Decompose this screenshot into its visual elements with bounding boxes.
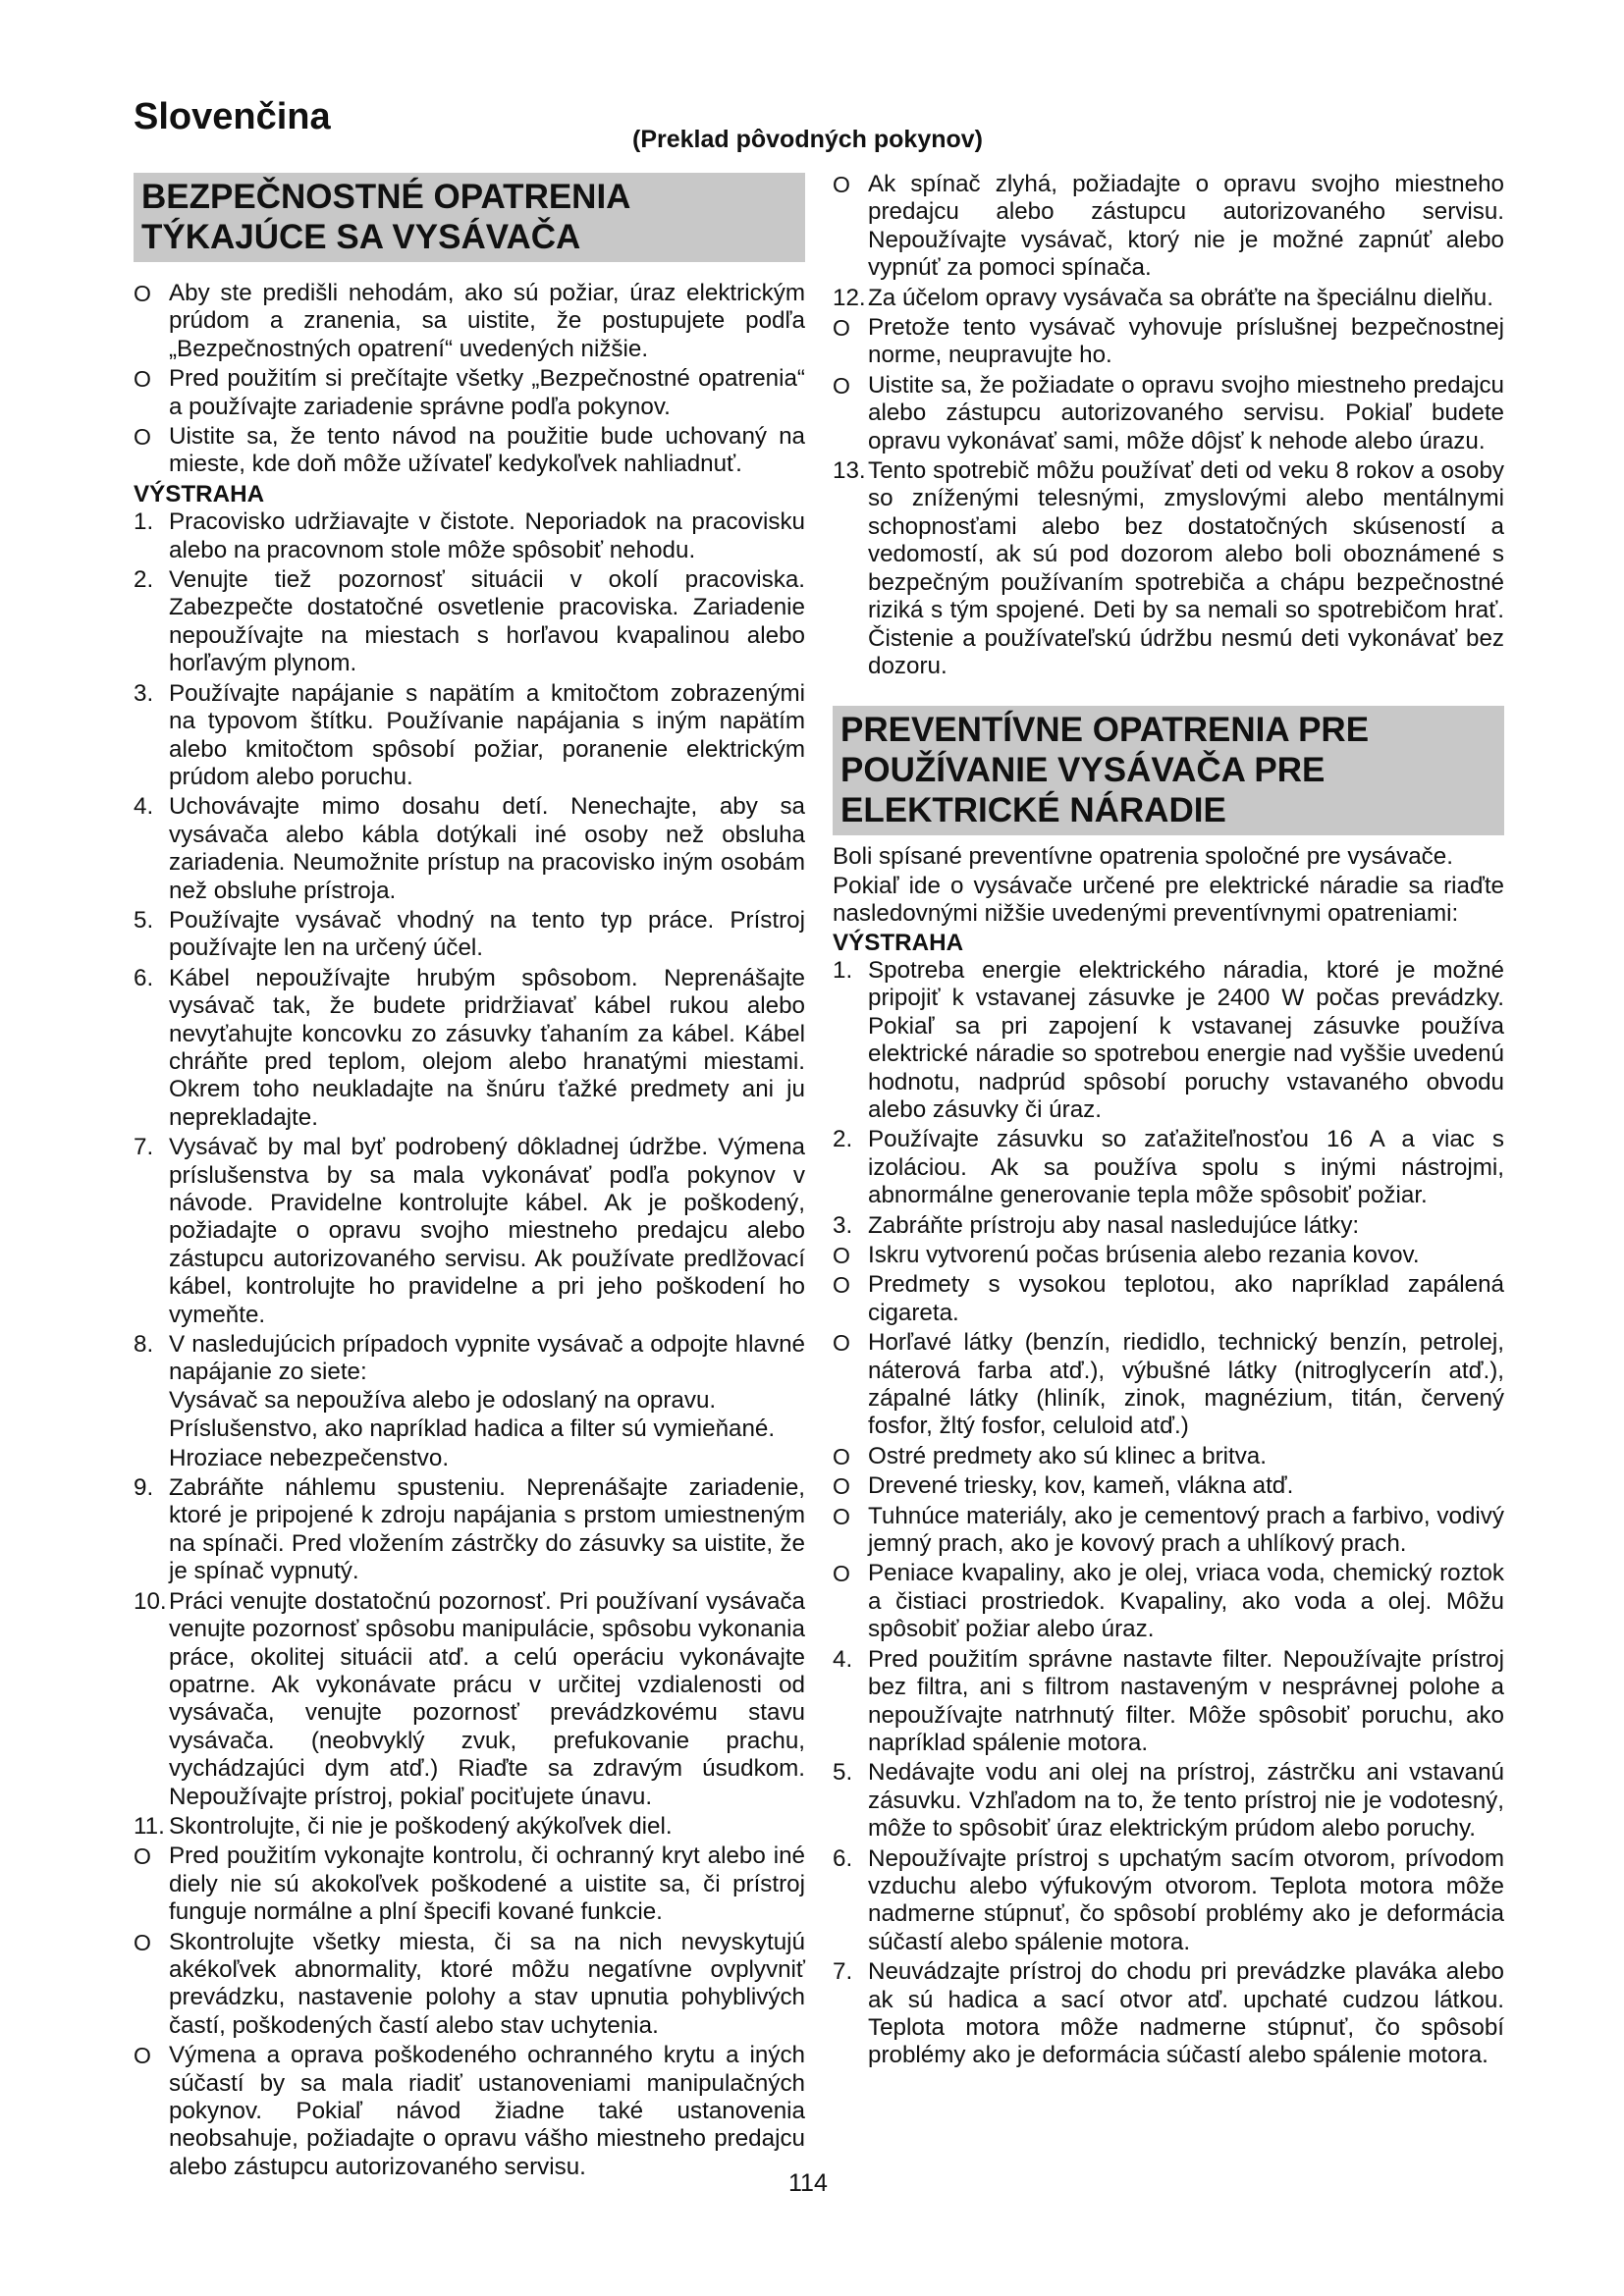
bullet-icon: O xyxy=(833,315,850,342)
list-item xyxy=(134,1929,805,2041)
numbered-item xyxy=(833,1126,1504,1209)
list-item xyxy=(134,423,805,479)
item-number: 4. xyxy=(134,793,154,821)
list-item-text: Pred použitím vykonajte kontrolu, či ochranný kryt alebo iné diely nie sú akokoľvek poškodené a uistite sa, či prístroj funguje normálne a plní špecifi kované funkcie. xyxy=(169,1842,805,1926)
item-text: Používajte vysávač vhodný na tento typ práce. Prístroj používajte len na určený účel. xyxy=(169,906,805,962)
safety-heading-line1: BEZPEČNOSTNÉ OPATRENIA xyxy=(141,178,631,216)
warning-label: VÝSTRAHA xyxy=(833,929,964,956)
list-item xyxy=(833,372,1504,455)
item-number: 13. xyxy=(833,457,866,485)
item-text: Zabráňte prístroju aby nasal nasledujúce látky: xyxy=(868,1211,1360,1239)
list-item xyxy=(134,2042,805,2181)
item-number: 3. xyxy=(134,679,154,707)
item-text: Venujte tiež pozornosť situácii v okolí pracoviska. Zabezpečte dostatočné osvetlenie pracoviska. Zariadenie nepoužívajte na miestach s horľavou kvapalinou alebo horľavým plynom. xyxy=(169,566,805,677)
list-item-text: Tuhnúce materiály, ako je cementový prach a farbivo, vodivý jemný prach, ako je kovový prach a uhlíkový prach. xyxy=(868,1502,1504,1558)
numbered-item xyxy=(134,1588,805,1811)
numbered-item xyxy=(134,508,805,564)
item-number: 4. xyxy=(833,1645,853,1673)
numbered-item xyxy=(134,566,805,678)
list-item-text: Predmety s vysokou teplotou, ako napríklad zapálená cigareta. xyxy=(868,1271,1504,1326)
preventive-heading xyxy=(833,706,1504,835)
list-item-text: Ak spínač zlyhá, požiadajte o opravu svojho miestneho predajcu alebo zástupcu autorizovaného servisu. Nepoužívajte vysávač, ktorý nie je možné zapnúť alebo vypnúť za pomoci spínača. xyxy=(868,171,1504,282)
item-number: 11. xyxy=(134,1812,165,1840)
list-item-text: Peniace kvapaliny, ako je olej, vriaca voda, chemický roztok a čistiaci prostriedok. Kvapaliny, ako voda a olej. Môžu spôsobiť požiar alebo úraz. xyxy=(868,1560,1504,1643)
warning-label: VÝSTRAHA xyxy=(134,480,265,507)
list-item-text: Horľavé látky (benzín, riedidlo, technický benzín, petrolej, náterová farba atď.), výbušné látky (nitroglycerín atď.), zápalné látky (hliník, zinok, magnézium, titán, červený fosfor, žltý fosfor, celuloid atď.) xyxy=(868,1329,1504,1440)
numbered-item xyxy=(134,680,805,792)
item-text: Tento spotrebič môžu používať deti od veku 8 rokov a osoby so zníženými telesnými, zmyslovými alebo mentálnymi schopnosťami alebo bez dostatočných skúseností a vedomostí, ak sú pod dozorom alebo boli oboznámené s bezpečným používaním spotrebiča a chápu bezpečnostné riziká s tým spojené. Deti by sa nemali so spotrebičom hrať. Čistenie a používateľskú údržbu nesmú deti vykonávať bez dozoru. xyxy=(868,457,1504,679)
bullet-icon: O xyxy=(833,1473,850,1500)
item-number: 8. xyxy=(134,1331,154,1359)
item-text: Pred použitím správne nastavte filter. Nepoužívajte prístroj bez filtra, ani s filtrom nastaveným v nesprávnej polohe a nepoužívajte natrhnutý filter. Môže spôsobiť poruchu, ako napríklad spálenie motora. xyxy=(868,1645,1504,1756)
list-item xyxy=(833,1329,1504,1441)
numbered-item xyxy=(134,907,805,963)
item-number: 7. xyxy=(134,1134,154,1161)
item-text: Skontrolujte, či nie je poškodený akýkoľvek diel. xyxy=(169,1812,673,1840)
left-column xyxy=(134,173,805,2183)
item-number: 5. xyxy=(134,906,154,934)
numbered-item xyxy=(134,1134,805,1329)
numbered-item xyxy=(833,1958,1504,2070)
item-text: Práci venujte dostatočnú pozornosť. Pri používaní vysávača venujte pozornosť spôsobu manipulácie, spôsobu vykonania práce, okolitej situácii atď. a celú operáciu vykonávajte opatrne. Ak vykonávate prácu v určitej vzdialenosti od vysávača, venujte pozornosť prevádzkovému stavu vysávača. (neobvyklý zvuk, prefukovanie prachu, vychádzajúci dym atď.) Riaďte sa zdravým úsudkom. Nepoužívajte prístroj, pokiaľ pociťujete únavu. xyxy=(169,1587,805,1810)
item-number: 2. xyxy=(134,566,154,594)
item-number: 3. xyxy=(833,1211,853,1239)
item-subline: Vysávač sa nepoužíva alebo je odoslaný na opravu. xyxy=(169,1386,717,1414)
safety-heading xyxy=(134,173,805,262)
numbered-item xyxy=(833,1845,1504,1957)
intro-paragraph: Boli spísané preventívne opatrenia spoločné pre vysávače. xyxy=(833,843,1453,871)
list-item-text: Iskru vytvorenú počas brúsenia alebo rezania kovov. xyxy=(868,1242,1420,1268)
item-number: 9. xyxy=(134,1474,154,1502)
bullet-icon: O xyxy=(134,1843,151,1870)
list-item xyxy=(833,1472,1504,1500)
list-item xyxy=(833,1503,1504,1559)
item-text: Spotreba energie elektrického náradia, ktoré je možné pripojiť k vstavanej zásuvke je 2400 W počas prevádzky. Pokiaľ sa pri zapojení k vstavanej zásuvke používa elektrické náradie so spotrebou energie nad vyššie uvedenú hodnotu, nadprúd spôsobí poruchy vstavaného obvodu alebo zásuvky či úraz. xyxy=(868,956,1504,1123)
bullet-icon: O xyxy=(833,1503,850,1529)
numbered-item xyxy=(833,1212,1504,1240)
list-item xyxy=(134,365,805,421)
item-text: Vysávač by mal byť podrobený dôkladnej údržbe. Výmena príslušenstva by sa mala vykonávať podľa pokynov v návode. Pravidelne kontrolujte kábel. Ak je poškodený, požiadajte o opravu svojho miestneho predajcu alebo zástupcu autorizovaného servisu. Ak používate predlžovací kábel, kontrolujte ho pravidelne a pri jeho poškodení ho vymeňte. xyxy=(169,1134,805,1328)
item-number: 2. xyxy=(833,1126,853,1153)
bullet-icon: O xyxy=(134,2043,151,2069)
bullet-icon: O xyxy=(134,366,151,393)
bullet-icon: O xyxy=(833,1330,850,1357)
page-number: 114 xyxy=(788,2169,828,2197)
item-text: Pracovisko udržiavajte v čistote. Neporiadok na pracovisku alebo na pracovnom stole môže spôsobiť nehodu. xyxy=(169,508,805,563)
numbered-item xyxy=(134,1474,805,1586)
item-number: 12. xyxy=(833,284,866,311)
numbered-item xyxy=(833,1646,1504,1758)
list-item xyxy=(134,280,805,363)
safety-heading-line2: TÝKAJÚCE SA VYSÁVAČA xyxy=(141,218,581,256)
list-item xyxy=(833,171,1504,283)
list-item xyxy=(833,1271,1504,1327)
list-item xyxy=(833,1443,1504,1470)
item-number: 1. xyxy=(833,956,853,984)
item-text: V nasledujúcich prípadoch vypnite vysávač a odpojte hlavné napájanie zo siete: xyxy=(169,1331,805,1386)
item-text: Nepoužívajte prístroj s upchatým sacím otvorom, prívodom vzduchu alebo výfukovým otvorom. Teplota motora môže nadmerne stúpnuť, čo spôsobí problémy ako je deformácia súčastí alebo spálenie motora. xyxy=(868,1844,1504,1955)
bullet-icon: O xyxy=(134,281,151,306)
item-number: 7. xyxy=(833,1958,853,1986)
list-item-text: Skontrolujte všetky miesta, či sa na nich nevyskytujú akékoľvek abnormality, ktoré môžu negatívne ovplyvniť prevádzku, nastavenie polohy a stav upnutia pohyblivých častí, poškodených častí alebo stav uchytenia. xyxy=(169,1928,805,2039)
item-number: 10. xyxy=(134,1587,167,1615)
bullet-icon: O xyxy=(833,1243,850,1268)
item-text: Používajte zásuvku so zaťažiteľnosťou 16 A a viac s izoláciou. Ak sa používa spolu s inými nástrojmi, abnormálne generovanie tepla môže spôsobiť požiar. xyxy=(868,1126,1504,1209)
bullet-icon: O xyxy=(833,1561,850,1587)
item-text: Kábel nepoužívajte hrubým spôsobom. Neprenášajte vysávač tak, že budete pridržiavať kábel rukou alebo nevyťahujte koncovku zo zásuvky ťahaním za kábel. Kábel chráňte pred teplom, olejom alebo hranatými miestami. Okrem toho neukladajte na šnúru ťažké predmety ani ju neprekladajte. xyxy=(169,964,805,1131)
right-column xyxy=(833,171,1504,2072)
list-item xyxy=(833,1560,1504,1643)
page-language-title: Slovenčina xyxy=(134,96,331,137)
list-item-text: Pretože tento vysávač vyhovuje príslušnej bezpečnostnej norme, neupravujte ho. xyxy=(868,314,1504,369)
item-subline: Príslušenstvo, ako napríklad hadica a filter sú vymieňané. xyxy=(169,1415,776,1443)
bullet-icon: O xyxy=(833,1272,850,1299)
preventive-heading-line2: POUŽÍVANIE VYSÁVAČA PRE xyxy=(840,751,1326,790)
item-number: 1. xyxy=(134,508,154,536)
list-item xyxy=(833,1242,1504,1269)
list-item-text: Drevené triesky, kov, kameň, vlákna atď. xyxy=(868,1472,1294,1500)
bullet-icon: O xyxy=(134,1929,151,1955)
item-text: Zabráňte náhlemu spusteniu. Neprenášajte zariadenie, ktoré je pripojené k zdroju napájania s prstom umiestneným na spínači. Pred vložením zástrčky do zásuvky sa uistite, že je spínač vypnutý. xyxy=(169,1474,805,1585)
item-number: 5. xyxy=(833,1759,853,1787)
page-subtitle: (Preklad pôvodných pokynov) xyxy=(632,126,984,153)
intro-paragraph: Pokiaľ ide o vysávače určené pre elektrické náradie sa riaďte nasledovnými nižšie uvedenými preventívnymi opatreniami: xyxy=(833,872,1504,928)
preventive-heading-line1: PREVENTÍVNE OPATRENIA PRE xyxy=(840,711,1370,750)
numbered-item xyxy=(833,285,1504,312)
numbered-item xyxy=(134,965,805,1132)
item-text: Neuvádzajte prístroj do chodu pri prevádzke plaváka alebo ak sú hadica a sací otvor atď. upchaté cudzou látkou. Teplota motora môže nadmerne stúpnuť, čo spôsobí problémy ako je deformácia súčastí alebo spálenie motora. xyxy=(868,1958,1504,2069)
list-item xyxy=(134,1842,805,1926)
bullet-icon: O xyxy=(134,424,151,451)
item-number: 6. xyxy=(134,964,154,991)
list-item-text: Uistite sa, že tento návod na použitie bude uchovaný na mieste, kde doň môže užívateľ kedykoľvek nahliadnuť. xyxy=(169,423,805,478)
numbered-item xyxy=(134,793,805,905)
item-text: Uchovávajte mimo dosahu detí. Nenechajte, aby sa vysávača alebo kábla dotýkali iné osoby než obsluha zariadenia. Neumožnite prístup na pracovisko iným osobám než obsluhe prístroja. xyxy=(169,793,805,904)
item-text: Za účelom opravy vysávača sa obráťte na špeciálnu dielňu. xyxy=(868,284,1493,311)
list-item-text: Výmena a oprava poškodeného ochranného krytu a iných súčastí by sa mala riadiť ustanoveniami manipulačných pokynov. Pokiaľ návod žiadne také ustanovenia neobsahuje, požiadajte o opravu vášho miestneho predajcu alebo zástupcu autorizovaného servisu. xyxy=(169,2042,805,2180)
list-item xyxy=(833,314,1504,370)
bullet-icon: O xyxy=(833,1443,850,1469)
list-item-text: Aby ste predišli nehodám, ako sú požiar, úraz elektrickým prúdom a zranenia, sa uistite, že postupujete podľa „Bezpečnostných opatrení“ uvedených nižšie. xyxy=(169,280,805,362)
item-number: 6. xyxy=(833,1844,853,1872)
item-text: Používajte napájanie s napätím a kmitočtom zobrazenými na typovom štítku. Používanie napájania s iným napätím alebo kmitočtom spôsobí požiar, poranenie elektrickým prúdom alebo poruchu. xyxy=(169,679,805,790)
preventive-heading-line3: ELEKTRICKÉ NÁRADIE xyxy=(840,791,1226,830)
numbered-item xyxy=(833,1759,1504,1842)
numbered-item xyxy=(833,457,1504,680)
item-subline: Hroziace nebezpečenstvo. xyxy=(169,1444,450,1471)
bullet-icon: O xyxy=(833,372,850,399)
numbered-item xyxy=(833,957,1504,1124)
item-text: Nedávajte vodu ani olej na prístroj, zástrčku ani vstavanú zásuvku. Vzhľadom na to, že tento prístroj nie je vodotesný, môže to spôsobiť úraz elektrickým prúdom alebo poruchy. xyxy=(868,1759,1504,1842)
list-item-text: Ostré predmety ako sú klinec a britva. xyxy=(868,1442,1267,1469)
numbered-item xyxy=(134,1331,805,1472)
numbered-item xyxy=(134,1813,805,1841)
list-item-text: Uistite sa, že požiadate o opravu svojho miestneho predajcu alebo zástupcu autorizovaného servisu. Pokiaľ budete opravu vykonávať sami, môže dôjsť k nehode alebo úrazu. xyxy=(868,371,1504,454)
bullet-icon: O xyxy=(833,172,850,197)
list-item-text: Pred použitím si prečítajte všetky „Bezpečnostné opatrenia“ a používajte zariadenie správne podľa pokynov. xyxy=(169,365,805,420)
